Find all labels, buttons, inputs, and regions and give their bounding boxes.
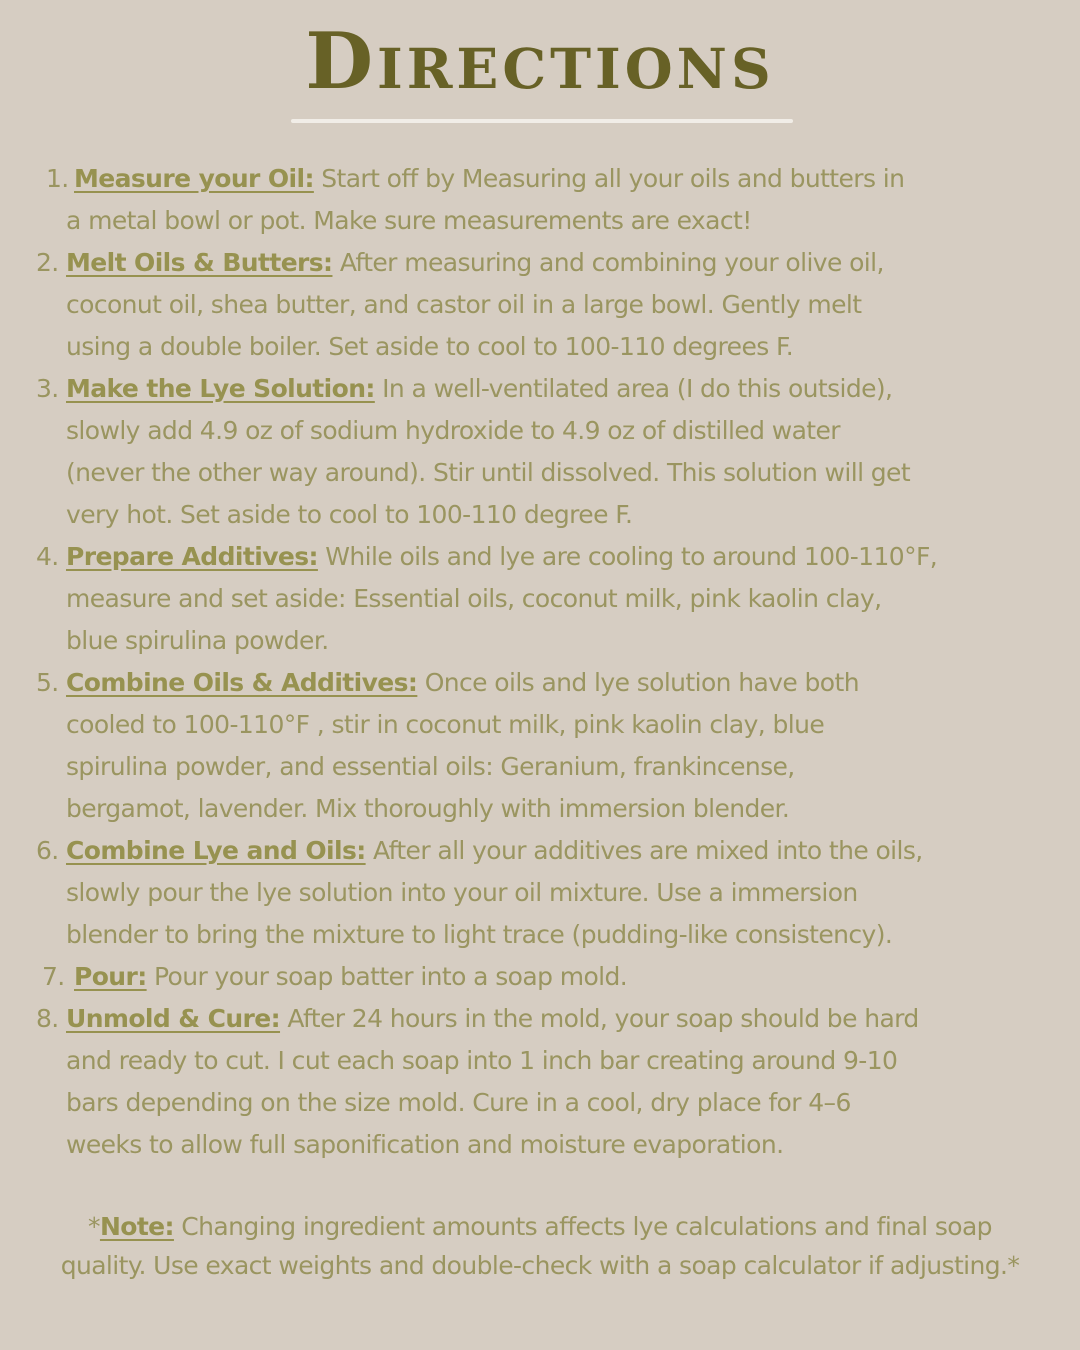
step-text: While oils and lye are cooling to around 100-110°F, xyxy=(317,542,938,571)
step-text: After 24 hours in the mold, your soap should be hard xyxy=(280,1004,919,1033)
step-text: Pour your soap batter into a soap mold. xyxy=(146,962,628,991)
step-text: measure and set aside: Essential oils, coconut milk, pink kaolin clay, xyxy=(66,584,882,613)
step-6 xyxy=(0,830,1080,956)
page-title: Directions xyxy=(305,16,775,107)
title-divider xyxy=(291,119,793,123)
step-text: coconut oil, shea butter, and castor oil in a large bowl. Gently melt xyxy=(66,290,862,319)
step-8 xyxy=(0,998,1080,1166)
step-number: 5. xyxy=(36,668,59,697)
footnote-heading: Note: xyxy=(99,1212,174,1241)
step-heading: Make the Lye Solution: xyxy=(66,374,375,403)
step-text: Start off by Measuring all your oils and butters in xyxy=(313,164,905,193)
step-text: slowly add 4.9 oz of sodium hydroxide to 4.9 oz of distilled water xyxy=(66,416,840,445)
step-5 xyxy=(0,662,1080,830)
step-number: 3. xyxy=(36,374,59,403)
footnote-prefix: * xyxy=(88,1212,100,1241)
step-text: After all your additives are mixed into the oils, xyxy=(365,836,923,865)
step-text: blender to bring the mixture to light trace (pudding-like consistency). xyxy=(66,920,893,949)
step-text: slowly pour the lye solution into your oil mixture. Use a immersion xyxy=(66,878,858,907)
step-heading: Measure your Oil: xyxy=(74,164,314,193)
step-heading: Pour: xyxy=(74,962,147,991)
step-number: 1. xyxy=(46,164,69,193)
step-number: 8. xyxy=(36,1004,59,1033)
step-text: (never the other way around). Stir until dissolved. This solution will get xyxy=(66,458,911,487)
step-2 xyxy=(0,242,1080,368)
step-text: a metal bowl or pot. Make sure measurements are exact! xyxy=(66,206,752,235)
step-3 xyxy=(0,368,1080,536)
step-1 xyxy=(0,158,1080,242)
footnote-text: Changing ingredient amounts affects lye calculations and final soap xyxy=(173,1212,992,1241)
step-number: 4. xyxy=(36,542,59,571)
step-text: blue spirulina powder. xyxy=(66,626,329,655)
step-7 xyxy=(0,956,1080,998)
step-text: bars depending on the size mold. Cure in a cool, dry place for 4–6 xyxy=(66,1088,851,1117)
step-heading: Combine Lye and Oils: xyxy=(66,836,366,865)
step-text: cooled to 100-110°F , stir in coconut milk, pink kaolin clay, blue xyxy=(66,710,825,739)
step-heading: Melt Oils & Butters: xyxy=(66,248,333,277)
step-number: 6. xyxy=(36,836,59,865)
step-text: very hot. Set aside to cool to 100-110 degree F. xyxy=(66,500,633,529)
footnote xyxy=(0,1207,1080,1285)
directions-list xyxy=(0,158,1080,1166)
step-heading: Unmold & Cure: xyxy=(66,1004,281,1033)
step-heading: Prepare Additives: xyxy=(66,542,318,571)
step-text: Once oils and lye solution have both xyxy=(417,668,859,697)
step-heading: Combine Oils & Additives: xyxy=(66,668,418,697)
step-text: spirulina powder, and essential oils: Geranium, frankincense, xyxy=(66,752,795,781)
step-text: After measuring and combining your olive oil, xyxy=(332,248,884,277)
footnote-text: quality. Use exact weights and double-check with a soap calculator if adjusting.* xyxy=(60,1251,1020,1280)
step-text: bergamot, lavender. Mix thoroughly with immersion blender. xyxy=(66,794,790,823)
step-text: weeks to allow full saponification and moisture evaporation. xyxy=(66,1130,784,1159)
step-4 xyxy=(0,536,1080,662)
step-text: and ready to cut. I cut each soap into 1 inch bar creating around 9-10 xyxy=(66,1046,898,1075)
step-number: 2. xyxy=(36,248,59,277)
step-number: 7. xyxy=(42,962,65,991)
step-text: In a well-ventilated area (I do this outside), xyxy=(374,374,893,403)
step-text: using a double boiler. Set aside to cool to 100-110 degrees F. xyxy=(66,332,794,361)
